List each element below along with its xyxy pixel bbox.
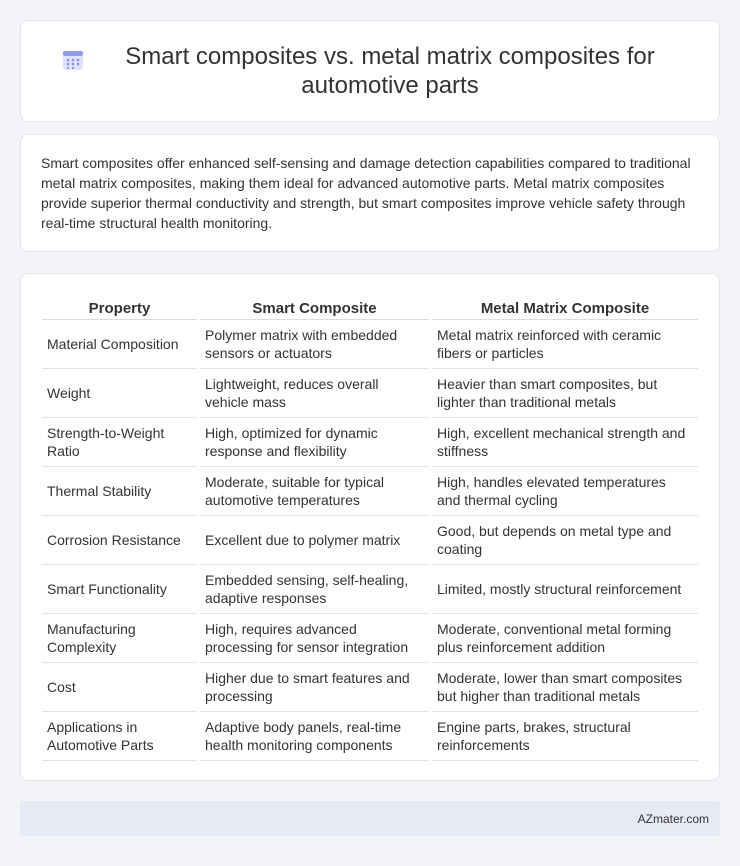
cell-smart: High, requires advanced processing for sensor integration bbox=[200, 614, 429, 663]
cell-metal: High, excellent mechanical strength and stiffness bbox=[432, 418, 698, 467]
cell-property: Weight bbox=[42, 369, 197, 418]
cell-metal: Metal matrix reinforced with ceramic fibers or particles bbox=[432, 320, 698, 369]
table-row bbox=[42, 369, 698, 418]
comparison-table bbox=[39, 294, 701, 761]
table-row bbox=[42, 614, 698, 663]
intro-card bbox=[20, 134, 720, 252]
page-title: Smart composites vs. metal matrix composites for automotive parts bbox=[125, 43, 655, 99]
cell-property: Manufacturing Complexity bbox=[42, 614, 197, 663]
table-row bbox=[42, 320, 698, 369]
cell-property: Applications in Automotive Parts bbox=[42, 712, 197, 761]
cell-smart: Higher due to smart features and processing bbox=[200, 663, 429, 712]
header-property: Property bbox=[42, 294, 197, 320]
cell-property: Material Composition bbox=[42, 320, 197, 369]
cell-smart: Lightweight, reduces overall vehicle mass bbox=[200, 369, 429, 418]
cell-property: Cost bbox=[42, 663, 197, 712]
cell-smart: Excellent due to polymer matrix bbox=[200, 516, 429, 565]
cell-property: Corrosion Resistance bbox=[42, 516, 197, 565]
cell-property: Thermal Stability bbox=[42, 467, 197, 516]
cell-smart: Moderate, suitable for typical automotive temperatures bbox=[200, 467, 429, 516]
table-row bbox=[42, 712, 698, 761]
table-header-row bbox=[42, 294, 698, 320]
footer-brand[interactable]: AZmater.com bbox=[637, 811, 709, 826]
table-row bbox=[42, 516, 698, 565]
calendar-icon bbox=[61, 48, 85, 72]
cell-property: Smart Functionality bbox=[42, 565, 197, 614]
table-row bbox=[42, 663, 698, 712]
header-smart-composite: Smart Composite bbox=[200, 294, 429, 320]
title-wrap bbox=[61, 42, 679, 100]
cell-smart: High, optimized for dynamic response and flexibility bbox=[200, 418, 429, 467]
cell-metal: Heavier than smart composites, but lighter than traditional metals bbox=[432, 369, 698, 418]
cell-metal: High, handles elevated temperatures and thermal cycling bbox=[432, 467, 698, 516]
table-row bbox=[42, 565, 698, 614]
cell-metal: Good, but depends on metal type and coating bbox=[432, 516, 698, 565]
cell-metal: Engine parts, brakes, structural reinforcements bbox=[432, 712, 698, 761]
cell-property: Strength-to-Weight Ratio bbox=[42, 418, 197, 467]
title-card bbox=[20, 20, 720, 122]
cell-metal: Moderate, lower than smart composites but higher than traditional metals bbox=[432, 663, 698, 712]
table-row bbox=[42, 418, 698, 467]
footer-bar bbox=[20, 801, 720, 836]
cell-smart: Polymer matrix with embedded sensors or actuators bbox=[200, 320, 429, 369]
intro-paragraph: Smart composites offer enhanced self-sensing and damage detection capabilities compared to traditional metal matrix composites, making them ideal for advanced automotive parts. Metal matrix composites provide superior thermal conductivity and strength, but smart composites improve vehicle safety through real-time structural health monitoring. bbox=[41, 155, 691, 231]
cell-metal: Limited, mostly structural reinforcement bbox=[432, 565, 698, 614]
cell-smart: Adaptive body panels, real-time health monitoring components bbox=[200, 712, 429, 761]
table-row bbox=[42, 467, 698, 516]
cell-metal: Moderate, conventional metal forming plus reinforcement addition bbox=[432, 614, 698, 663]
cell-smart: Embedded sensing, self-healing, adaptive responses bbox=[200, 565, 429, 614]
header-metal-matrix-composite: Metal Matrix Composite bbox=[432, 294, 698, 320]
comparison-table-card bbox=[20, 273, 720, 781]
